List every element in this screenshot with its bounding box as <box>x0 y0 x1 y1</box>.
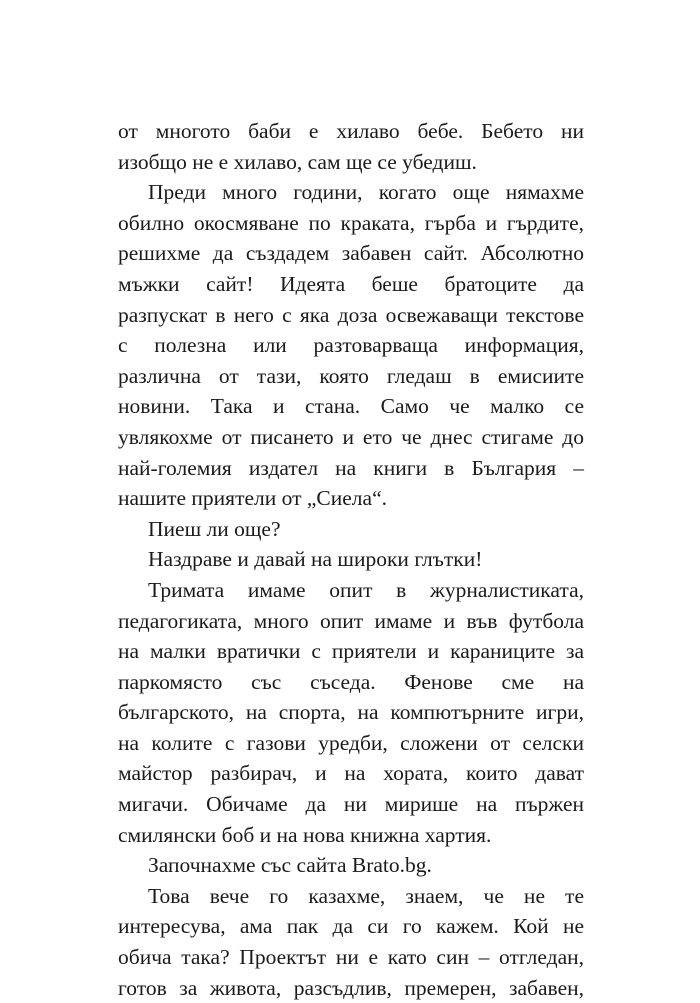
paragraph <box>118 575 584 850</box>
text-line: българското, на спорта, на компютърните игри, <box>118 700 584 725</box>
paragraph <box>118 544 584 575</box>
text-line: смилянски боб и на нова книжна хартия. <box>118 822 492 847</box>
text-line: с полезна или разтоварваща информация, <box>118 333 584 358</box>
text-line: различна от тази, която гледаш в емисиите <box>118 363 584 388</box>
text-line: обича така? Проектът ни е като син – отгледан, <box>118 945 584 970</box>
text-line: новини. Така и стана. Само че малко се <box>118 394 584 419</box>
text-line: обилно окосмяване по краката, гърба и гърдите, <box>118 210 584 235</box>
text-line: Тримата имаме опит в журналистиката, <box>148 577 584 602</box>
paragraph <box>118 177 584 514</box>
text-line: от многото баби е хилаво бебе. Бебето ни <box>118 119 584 143</box>
text-line: Пиеш ли още? <box>148 516 281 541</box>
text-line: на колите с газови уредби, сложени от селски <box>118 730 584 755</box>
text-line: разпускат в него с яка доза освежаващи текстове <box>118 302 584 327</box>
text-line: Наздраве и давай на широки глътки! <box>148 547 483 572</box>
text-line: изобщо не е хилаво, сам ще се убедиш. <box>118 149 477 174</box>
text-line: паркомясто със съседа. Фенове сме на <box>118 669 584 694</box>
text-line: интересува, ама пак да си го кажем. Кой не <box>118 914 584 939</box>
paragraph <box>118 116 584 177</box>
text-line: мигачи. Обичаме да ни мирише на пържен <box>118 792 584 817</box>
paragraph <box>118 850 584 881</box>
text-line: на малки вратички с приятели и караниците за <box>118 639 584 664</box>
text-line: най-големия издател на книги в България – <box>118 455 584 480</box>
text-line: готов за живота, разсъдлив, премерен, забавен, <box>118 975 584 1000</box>
text-line: нашите приятели от „Сиела“. <box>118 486 387 511</box>
text-line: увлякохме от писането и ето че днес стигаме до <box>118 424 584 449</box>
body-text <box>118 116 584 1003</box>
text-line: мъжки сайт! Идеята беше братоците да <box>118 271 584 296</box>
text-line: решихме да създадем забавен сайт. Абсолютно <box>118 241 584 266</box>
paragraph <box>118 881 584 1003</box>
text-line: Започнахме със сайта Brato.bg. <box>148 853 432 878</box>
text-line: Преди много години, когато още нямахме <box>148 180 584 205</box>
text-line: Това вече го казахме, знаем, че не те <box>148 883 584 908</box>
paragraph <box>118 514 584 545</box>
text-line: педагогиката, много опит имаме и във футбола <box>118 608 584 633</box>
text-line: майстор разбирач, и на хората, които дават <box>118 761 584 786</box>
